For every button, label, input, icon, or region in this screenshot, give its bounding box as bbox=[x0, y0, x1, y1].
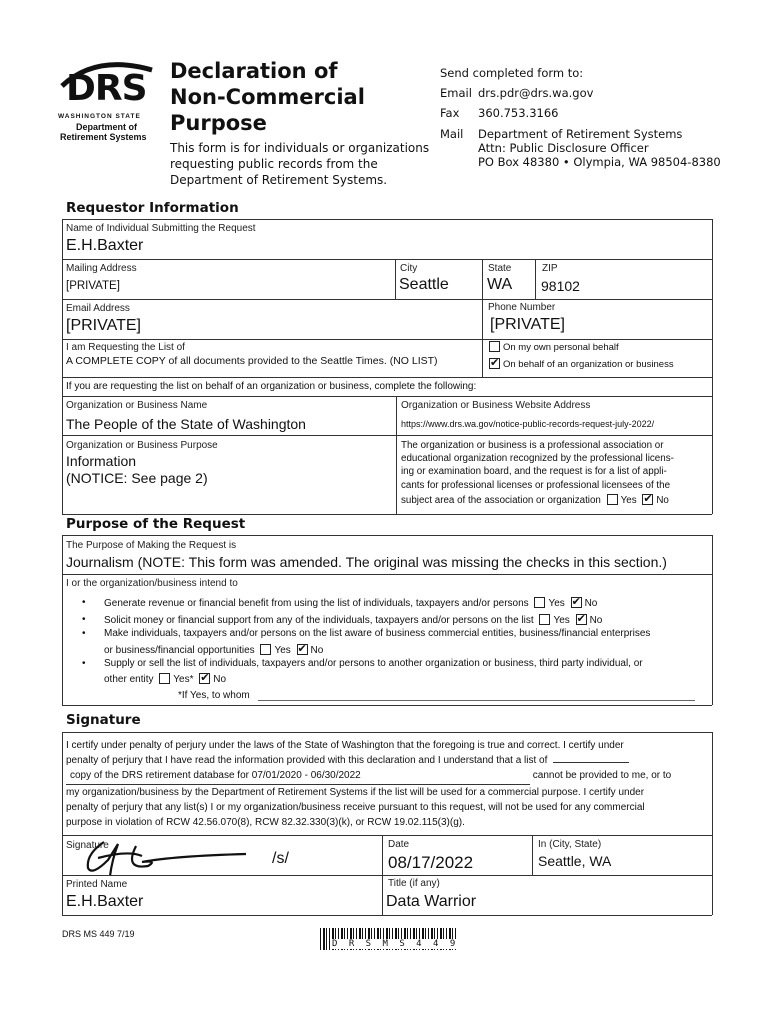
signature-section-title: Signature bbox=[66, 712, 141, 728]
intent-item-2: • Solicit money or financial support from any of the individuals, taxpayers and/or persons on the list Yes ✔ No bbox=[104, 614, 602, 626]
title-line-2: Non-Commercial bbox=[170, 85, 365, 109]
purpose-section-title: Purpose of the Request bbox=[66, 516, 246, 532]
place-label: In (City, State) bbox=[538, 839, 602, 850]
prof-no-label: No bbox=[656, 494, 669, 506]
logo-dept2: Retirement Systems bbox=[60, 132, 147, 142]
title-value[interactable]: Data Warrior bbox=[386, 893, 477, 910]
org-site-value[interactable]: https://www.drs.wa.gov/notice-public-records-request-july-2022/ bbox=[401, 419, 655, 429]
zip-value[interactable]: 98102 bbox=[541, 278, 580, 294]
mail-label: Mail bbox=[440, 127, 464, 141]
fax-label: Fax bbox=[440, 106, 460, 120]
prof-line-4: cants for professional licenses or professional licensees of the bbox=[401, 479, 671, 491]
cert-line-6: purpose in violation of RCW 42.56.070(8), RCW 82.32.330(3)(k), or RCW 19.02.115(3)(g). bbox=[66, 817, 465, 829]
title-line-1: Declaration of bbox=[170, 59, 338, 83]
item1-no-checkbox[interactable] bbox=[571, 597, 582, 608]
zip-label: ZIP bbox=[542, 263, 558, 274]
professional-assoc-text bbox=[401, 439, 674, 507]
phone-value[interactable]: [PRIVATE] bbox=[490, 316, 565, 333]
send-to-block bbox=[440, 63, 721, 169]
purpose-value[interactable]: Journalism (NOTE: This form was amended. The original was missing the checks in this section.) bbox=[66, 554, 667, 570]
org-purpose-line-2: (NOTICE: See page 2) bbox=[66, 470, 208, 486]
mail-line-2: Attn: Public Disclosure Officer bbox=[478, 141, 649, 155]
purpose-label: The Purpose of Making the Request is bbox=[66, 540, 237, 551]
state-value[interactable]: WA bbox=[487, 276, 513, 293]
prof-line-1: The organization or business is a professional association or bbox=[401, 440, 664, 451]
handwritten-signature-icon[interactable] bbox=[78, 836, 278, 880]
barcode-text: D R S M S 4 4 9 bbox=[332, 939, 459, 949]
item2-yes-label: Yes bbox=[553, 615, 570, 626]
org-behalf-label: On behalf of an organization or business bbox=[503, 359, 674, 370]
item3-yes-label: Yes bbox=[274, 645, 291, 656]
name-value[interactable]: E.H.Baxter bbox=[66, 237, 144, 254]
intent-item-1: • Generate revenue or financial benefit from using the list of individuals, taxpayers and/or persons Yes ✔ No bbox=[104, 597, 597, 609]
cert-line-1: I certify under penalty of perjury under the laws of the State of Washington that the foregoing is true and correct. I certify under bbox=[66, 740, 624, 751]
item3-no-checkbox[interactable] bbox=[297, 644, 308, 655]
intent-item-4-text: Supply or sell the list of individuals, taxpayers and/or persons to another organization or business, third party individual, or bbox=[104, 658, 643, 669]
if-yes-label: *If Yes, to whom bbox=[178, 690, 250, 701]
cert-fill-value[interactable]: copy of the DRS retirement database for 07/01/2020 - 06/30/2022 bbox=[66, 768, 530, 784]
item4-no-label: No bbox=[213, 674, 227, 685]
org-name-label: Organization or Business Name bbox=[66, 400, 208, 411]
form-title bbox=[170, 58, 365, 136]
intent-item-4-text-b: other entity bbox=[104, 674, 154, 685]
item3-no-label: No bbox=[310, 645, 324, 656]
signature-value[interactable]: /s/ bbox=[272, 850, 289, 867]
intent-item-4: • Supply or sell the list of individuals, taxpayers and/or persons to another organization or business, third party individual, or bbox=[82, 658, 643, 669]
intent-item-3-text-b: or business/financial opportunities bbox=[104, 645, 255, 656]
own-behalf-label: On my own personal behalf bbox=[503, 342, 619, 353]
prof-line-3: ing or examination board, and the request is for a list of appli- bbox=[401, 466, 667, 478]
mail-line-1: Department of Retirement Systems bbox=[478, 127, 683, 141]
intent-item-3: • Make individuals, taxpayers and/or persons on the list aware of business commercial entities, business/financial enterprises bbox=[82, 628, 651, 639]
org-behalf-option[interactable] bbox=[486, 358, 674, 370]
item2-no-checkbox[interactable] bbox=[576, 614, 587, 625]
cert-line-4: my organization/business by the Department of Retirement Systems if the list will be used for a commercial purpose. I certify under bbox=[66, 786, 645, 798]
city-value[interactable]: Seattle bbox=[399, 276, 449, 293]
prof-yes-checkbox[interactable] bbox=[607, 494, 618, 505]
item1-yes-checkbox[interactable] bbox=[534, 597, 545, 608]
subtitle-line-3: Department of Retirement Systems. bbox=[170, 173, 388, 187]
item2-yes-checkbox[interactable] bbox=[539, 614, 550, 625]
org-name-value[interactable]: The People of the State of Washington bbox=[66, 416, 306, 432]
city-label: City bbox=[400, 263, 418, 274]
cert-line-5: penalty of perjury that any list(s) I or my organization/business receive pursuant to this request, will not be used for any commercial bbox=[66, 801, 645, 813]
place-value[interactable]: Seattle, WA bbox=[538, 853, 612, 869]
requestor-section-title: Requestor Information bbox=[66, 200, 239, 216]
item4-yes-label: Yes* bbox=[173, 674, 194, 685]
date-value[interactable]: 08/17/2022 bbox=[388, 853, 474, 872]
state-label: State bbox=[488, 263, 512, 274]
intent-item-4-cont bbox=[104, 673, 226, 685]
email-value: drs.pdr@drs.wa.gov bbox=[478, 86, 594, 100]
prof-no-checkbox[interactable] bbox=[642, 494, 653, 505]
own-behalf-option[interactable] bbox=[486, 341, 619, 353]
intent-item-1-text: Generate revenue or financial benefit from using the list of individuals, taxpayers and/or persons bbox=[104, 598, 529, 609]
cert-line-3-tail: cannot be provided to me, or to bbox=[532, 770, 672, 782]
org-purpose-label: Organization or Business Purpose bbox=[66, 440, 218, 451]
own-behalf-checkbox[interactable] bbox=[489, 341, 500, 352]
org-purpose-line-1: Information bbox=[66, 453, 137, 469]
logo-state: WASHINGTON STATE bbox=[58, 113, 141, 120]
email-address-label: Email Address bbox=[66, 303, 130, 314]
intend-label: I or the organization/business intend to bbox=[66, 578, 238, 589]
email-label: Email bbox=[440, 86, 472, 100]
printed-name-value[interactable]: E.H.Baxter bbox=[66, 893, 144, 910]
intent-item-3-cont bbox=[104, 644, 323, 656]
list-value[interactable]: A COMPLETE COPY of all documents provided to the Seattle Times. (NO LIST) bbox=[66, 355, 438, 367]
drs-logo bbox=[56, 56, 156, 146]
mail-line-3: PO Box 48380 • Olympia, WA 98504-8380 bbox=[478, 155, 721, 169]
date-label: Date bbox=[388, 839, 410, 850]
org-behalf-checkbox[interactable] bbox=[489, 358, 500, 369]
org-site-label: Organization or Business Website Address bbox=[401, 400, 591, 411]
title-line-3: Purpose bbox=[170, 111, 267, 135]
item1-no-label: No bbox=[584, 598, 598, 609]
item4-no-checkbox[interactable] bbox=[199, 673, 210, 684]
cert-line-2: penalty of perjury that I have read the information provided with this declaration and I understand that a list of bbox=[66, 755, 548, 767]
printed-name-label: Printed Name bbox=[66, 879, 128, 890]
address-value[interactable]: [PRIVATE] bbox=[66, 280, 120, 292]
prof-line-2: educational organization recognized by the professional licens- bbox=[401, 453, 674, 465]
send-to-label: Send completed form to: bbox=[440, 66, 584, 80]
list-label: I am Requesting the List of bbox=[66, 342, 185, 353]
phone-label: Phone Number bbox=[488, 302, 556, 313]
org-purpose-value[interactable] bbox=[66, 453, 208, 487]
prof-line-5: subject area of the association or organization bbox=[401, 494, 601, 506]
fax-value: 360.753.3166 bbox=[478, 106, 559, 120]
name-label: Name of Individual Submitting the Request bbox=[66, 223, 256, 234]
prof-yes-label: Yes bbox=[620, 494, 637, 506]
subtitle-line-2: requesting public records from the bbox=[170, 157, 378, 171]
item2-no-label: No bbox=[589, 615, 603, 626]
org-note: If you are requesting the list on behalf of an organization or business, complete the following: bbox=[66, 381, 477, 392]
signature-label: Signature bbox=[66, 840, 109, 851]
item4-yes-checkbox[interactable] bbox=[159, 673, 170, 684]
logo-text: DRS bbox=[66, 68, 147, 109]
title-label: Title (if any) bbox=[388, 878, 440, 889]
address-label: Mailing Address bbox=[66, 263, 137, 274]
form-subtitle bbox=[170, 140, 429, 188]
item3-yes-checkbox[interactable] bbox=[260, 644, 271, 655]
intent-item-3-text: Make individuals, taxpayers and/or persons on the list aware of business commercial entities, business/financial enterprises bbox=[104, 628, 651, 639]
intent-item-2-text: Solicit money or financial support from any of the individuals, taxpayers and/or persons on the list bbox=[104, 615, 534, 626]
item1-yes-label: Yes bbox=[548, 598, 565, 609]
if-yes-line[interactable] bbox=[258, 700, 695, 701]
certification-text bbox=[66, 738, 706, 830]
email-address-value[interactable]: [PRIVATE] bbox=[66, 317, 141, 334]
logo-dept: Department of bbox=[76, 122, 138, 132]
subtitle-line-1: This form is for individuals or organizations bbox=[170, 141, 430, 155]
form-id: DRS MS 449 7/19 bbox=[62, 929, 135, 939]
